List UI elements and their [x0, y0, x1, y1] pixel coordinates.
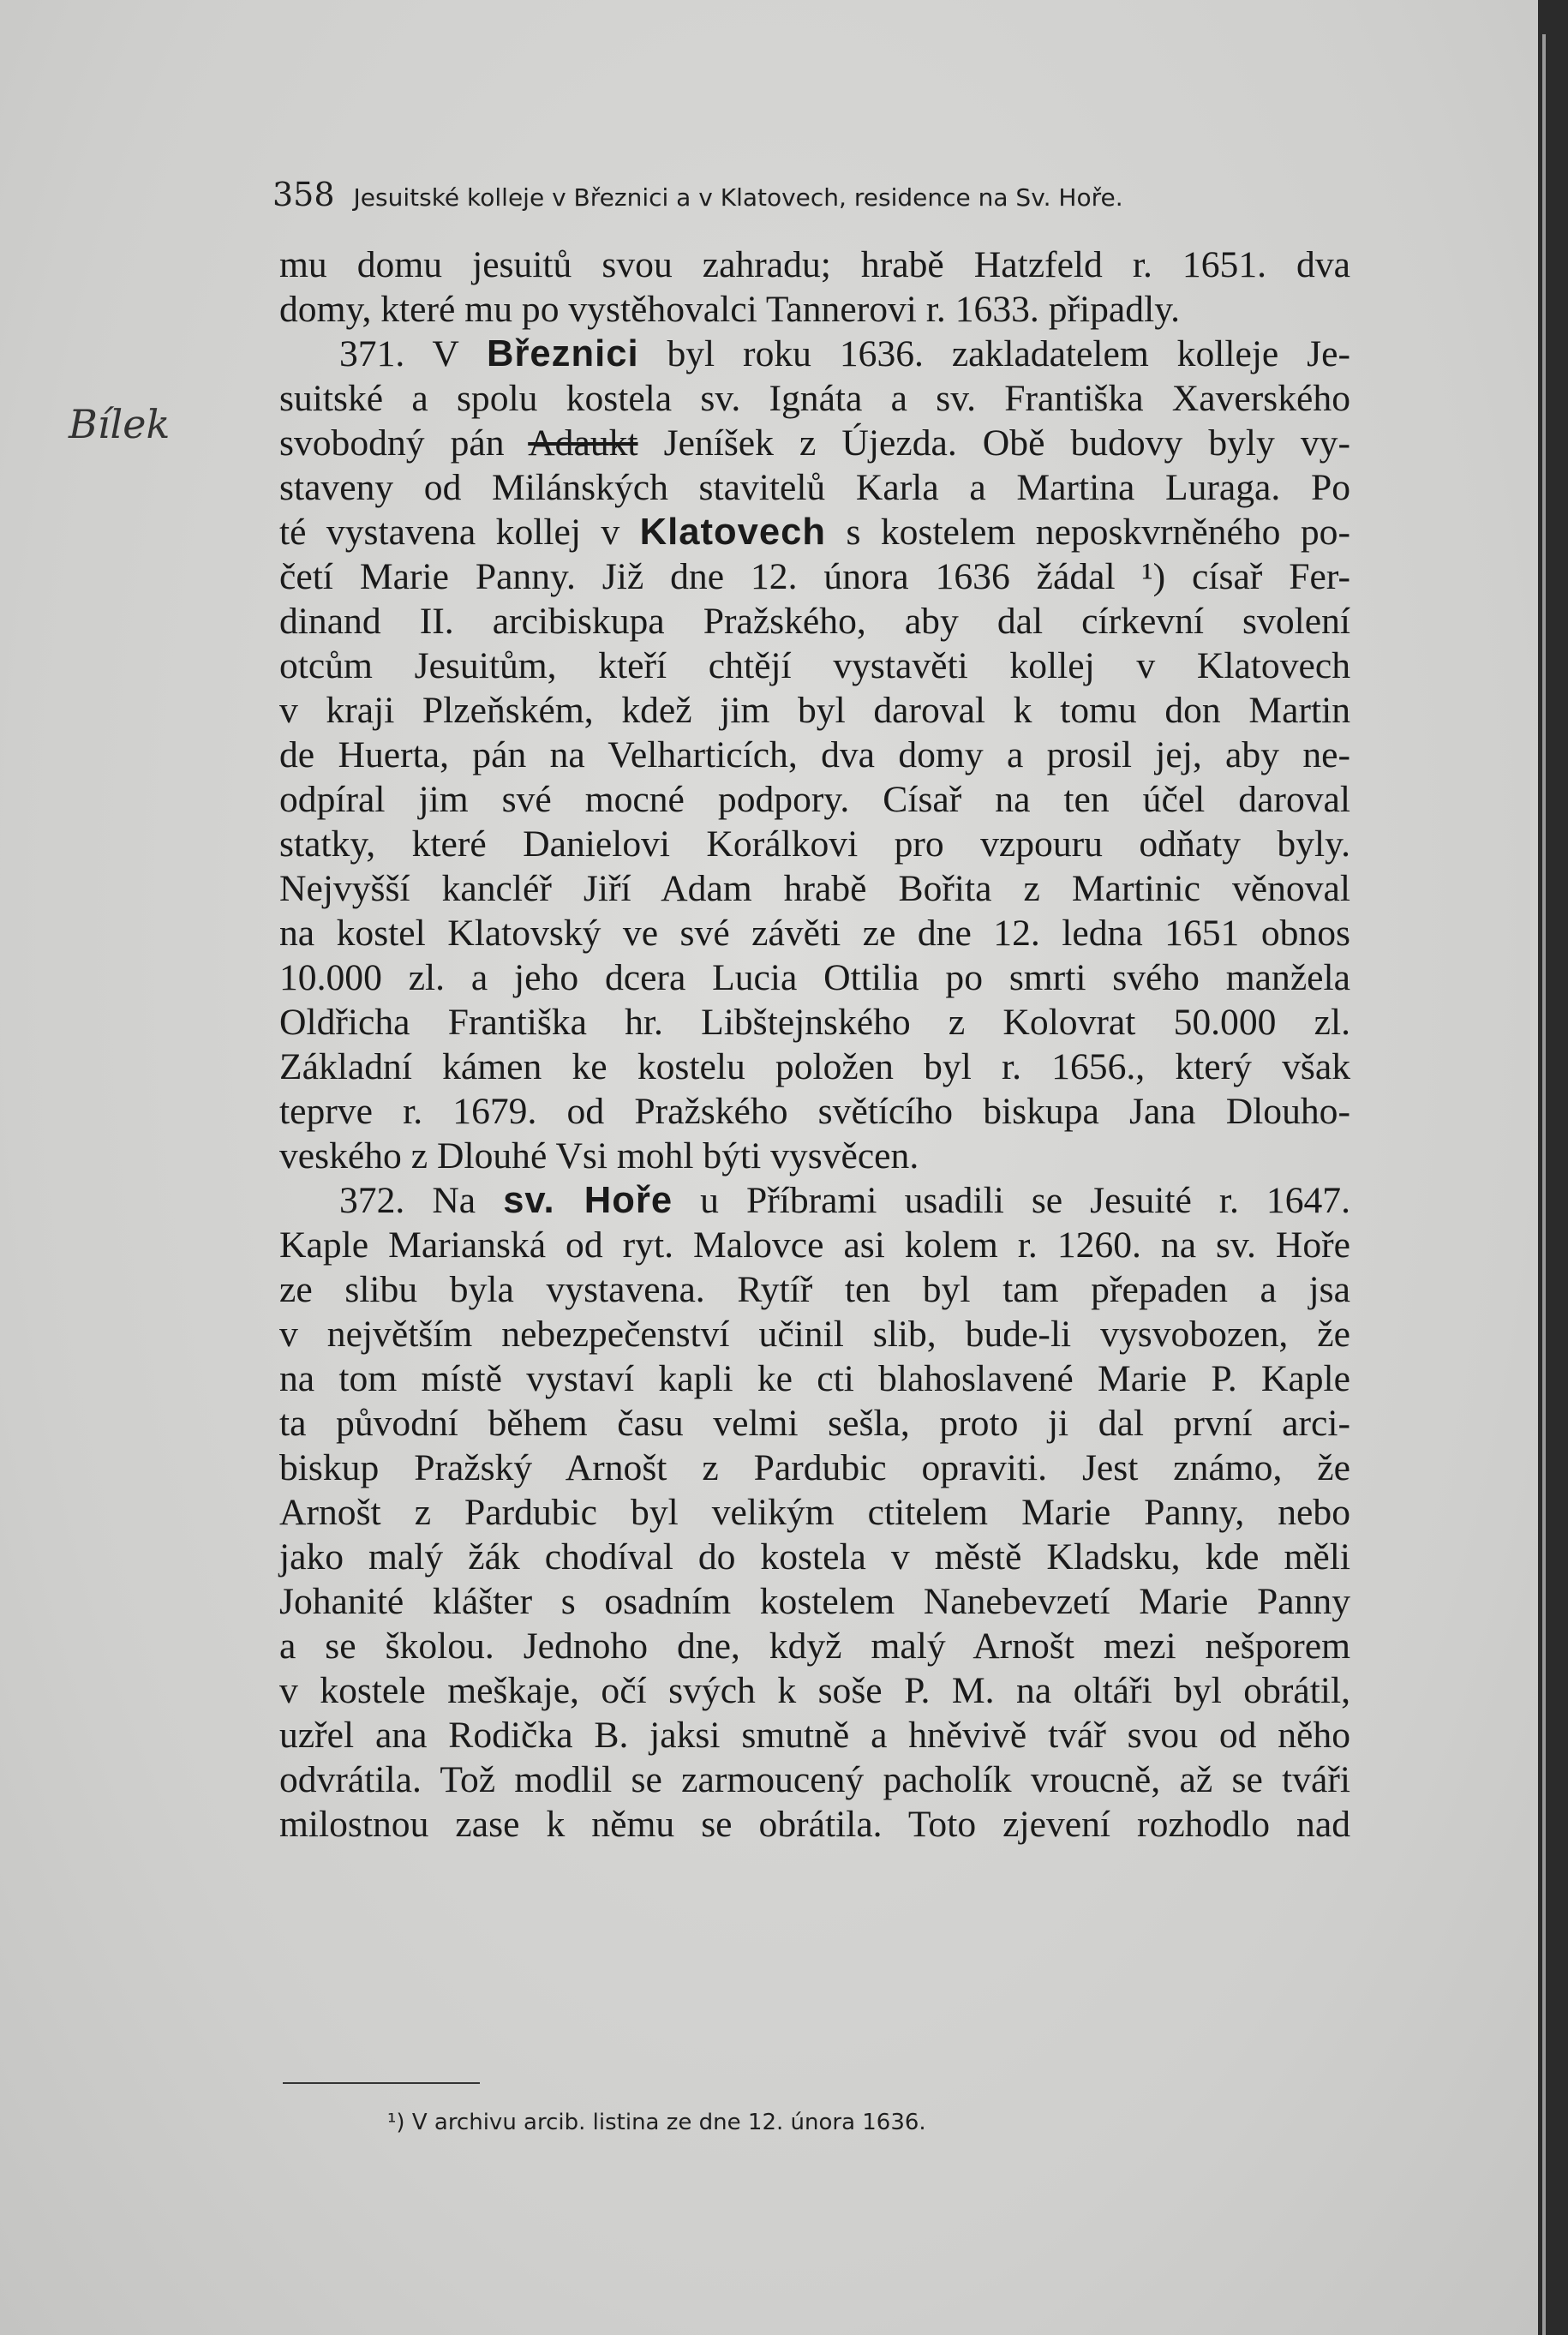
text-line: v kraji Plzeňském, kdež jim byl daroval k tomu don Martin: [279, 690, 1350, 731]
text-line: de Huerta, pán na Velharticích, dva domy a prosil jej, aby ne-: [279, 734, 1350, 775]
struck-word: Adaukt: [528, 422, 638, 464]
text-line: Oldřicha Františka hr. Libštejnského z Kolovrat 50.000 zl.: [279, 1002, 1350, 1043]
text-line: [279, 421, 1350, 465]
spaced-place-name: sv. Hoře: [503, 1180, 673, 1221]
line-text: té vystavena kollej v: [279, 512, 640, 553]
text-line: odpíral jim své mocné podpory. Císař na ten účel daroval: [279, 779, 1350, 820]
text-line: [279, 332, 1350, 376]
handwritten-margin-note: Bílek: [69, 401, 171, 447]
text-line: Arnošt z Pardubic byl velikým ctitelem Marie Panny, nebo: [279, 1492, 1350, 1533]
text-line: mu domu jesuitů svou zahradu; hrabě Hatzfeld r. 1651. dva: [279, 244, 1350, 285]
text-line: Kaple Marianská od ryt. Malovce asi kolem r. 1260. na sv. Hoře: [279, 1224, 1350, 1266]
line-text: Jeníšek z Újezda. Obě budovy byly vy-: [637, 422, 1350, 464]
text-line: teprve r. 1679. od Pražského světícího biskupa Jana Dlouho-: [279, 1091, 1350, 1132]
text-line: ta původní během času velmi sešla, proto ji dal první arci-: [279, 1403, 1350, 1444]
text-line: domy, které mu po vystěhovalci Tannerovi r. 1633. připadly.: [279, 289, 1181, 330]
text-line: [279, 510, 1350, 554]
text-line: a se školou. Jednoho dne, když malý Arnošt mezi nešporem: [279, 1626, 1350, 1667]
line-text: svobodný pán: [279, 422, 529, 464]
text-line: v největším nebezpečenství učinil slib, bude-li vysvobozen, že: [279, 1314, 1350, 1355]
spaced-place-name: Klatovech: [639, 512, 827, 553]
text-line: veského z Dlouhé Vsi mohl býti vysvěcen.: [279, 1135, 919, 1176]
spaced-place-name: Březnici: [486, 333, 639, 374]
text-line: Johanité klášter s osadním kostelem Nanebevzetí Marie Panny: [279, 1581, 1350, 1622]
text-line: milostnou zase k němu se obrátila. Toto zjevení rozhodlo nad: [279, 1804, 1350, 1845]
page-edge-line: [1542, 34, 1546, 2335]
text-line: jako malý žák chodíval do kostela v městě Kladsku, kde měli: [279, 1536, 1350, 1578]
line-text: s kostelem neposkvrněného po-: [826, 512, 1350, 553]
text-line: Nejvyšší kancléř Jiří Adam hrabě Bořita z Martinic věnoval: [279, 868, 1350, 909]
text-line: na tom místě vystaví kapli ke cti blahoslavené Marie P. Kaple: [279, 1358, 1350, 1399]
body-text: [279, 242, 1350, 1847]
line-text: u Příbrami usadili se Jesuité r. 1647.: [673, 1180, 1350, 1221]
text-line: 10.000 zl. a jeho dcera Lucia Ottilia po smrti svého manžela: [279, 957, 1350, 998]
footnote: ¹) V archivu arcib. listina ze dne 12. února 1636.: [387, 2110, 926, 2135]
text-line: suitské a spolu kostela sv. Ignáta a sv. Františka Xaverského: [279, 378, 1350, 419]
text-line: Základní kámen ke kostelu položen byl r. 1656., který však: [279, 1046, 1350, 1087]
text-line: ze slibu byla vystavena. Rytíř ten byl tam přepaden a jsa: [279, 1269, 1350, 1310]
text-line: v kostele meškaje, očí svých k soše P. M. na oltáři byl obrátil,: [279, 1670, 1350, 1711]
text-line: statky, které Danielovi Korálkovi pro vzpouru odňaty byly.: [279, 823, 1350, 865]
text-line: otcům Jesuitům, kteří chtějí vystavěti kollej v Klatovech: [279, 645, 1350, 686]
line-text: 372. Na: [339, 1180, 504, 1221]
text-line: uzřel ana Rodička B. jaksi smutně a hněvivě tvář svou od něho: [279, 1715, 1350, 1756]
running-header: [272, 176, 1352, 219]
page-number: 358: [272, 176, 335, 213]
text-line: na kostel Klatovský ve své závěti ze dne 12. ledna 1651 obnos: [279, 913, 1350, 954]
text-line: dinand II. arcibiskupa Pražského, aby dal církevní svolení: [279, 601, 1350, 642]
text-line: [279, 1178, 1350, 1223]
running-title: Jesuitské kolleje v Březnici a v Klatovech, residence na Sv. Hoře.: [353, 183, 1123, 212]
line-text: 371. V: [339, 333, 487, 374]
text-line: odvrátila. Tož modlil se zarmoucený pacholík vroucně, až se tváři: [279, 1759, 1350, 1800]
footnote-rule: [283, 2082, 480, 2084]
text-line: četí Marie Panny. Již dne 12. února 1636 žádal ¹) císař Fer-: [279, 556, 1350, 597]
line-text: byl roku 1636. zakladatelem kolleje Je-: [638, 333, 1350, 374]
text-line: biskup Pražský Arnošt z Pardubic opraviti. Jest známo, že: [279, 1447, 1350, 1488]
text-line: staveny od Milánských stavitelů Karla a Martina Luraga. Po: [279, 467, 1350, 508]
